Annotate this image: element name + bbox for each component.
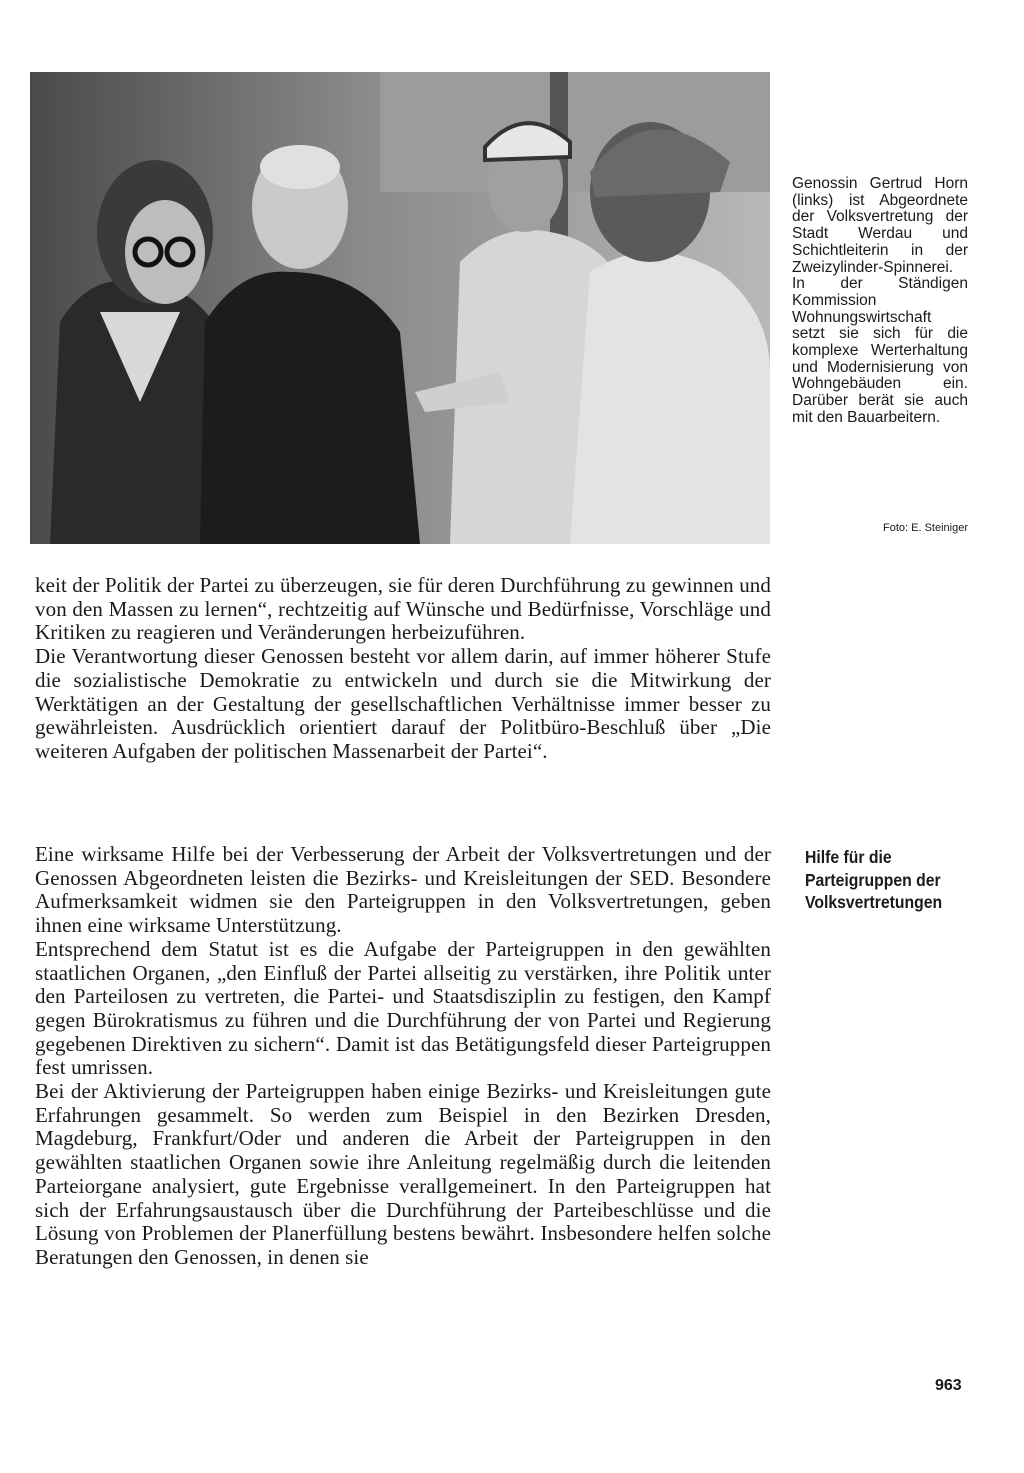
paragraph: keit der Politik der Partei zu überzeugen, sie für deren Durchführung zu gewinnen und von den Massen zu lernen“, rechtzeitig auf Wünsche und Bedürfnisse, Vorschläge und Kritiken zu reagieren und Veränderungen herbeizuführen. bbox=[35, 573, 771, 645]
body-block-1 bbox=[35, 574, 771, 764]
side-heading-line: Volksvertretungen bbox=[805, 892, 943, 912]
caption-text: Genossin Gertrud Horn (links) ist Abgeordnete der Volksvertretung der Stadt Werdau und Schichtleiterin in der Zweizylinder-Spinnerei. In der Ständigen Kommission Wohnungswirtschaft setzt sie sich für die komplexe Werterhaltung und Modernisierung von Wohngebäuden ein. Darüber berät sie auch mit den Bauarbeitern. bbox=[792, 175, 968, 426]
photograph bbox=[30, 72, 770, 544]
paragraph: Bei der Aktivierung der Parteigruppen haben einige Bezirks- und Kreisleitungen gute Erfahrungen gesammelt. So werden zum Beispiel in den Bezirken Dresden, Magdeburg, Frankfurt/Oder und anderen die Arbeit der Parteigruppen in den gewählten staatlichen Organen sowie ihre Anleitung regelmäßig durch die leitenden Parteiorgane analysiert, gute Ergebnisse verallgemeinert. In den Parteigruppen hat sich der Erfahrungsaustausch über die Durchführung der Parteibeschlüsse und die Lösung von Problemen der Planerfüllung bestens bewährt. Insbesondere helfen solche Beratungen den Genossen, in denen sie bbox=[35, 1079, 771, 1269]
paragraph: Entsprechend dem Statut ist es die Aufgabe der Parteigruppen in den gewählten staatlichen Organen, „den Einfluß der Partei allseitig zu verstärken, ihre Politik unter den Parteilosen zu vertreten, die Partei- und Staatsdisziplin zu festigen, den Kampf gegen Bürokratismus zu führen und die Durchführung der von Partei und Regierung gegebenen Direktiven zu sichern“. Damit ist das Betätigungsfeld dieser Parteigruppen fest umrissen. bbox=[35, 936, 771, 1080]
photo-credit: Foto: E. Steiniger bbox=[883, 522, 968, 534]
body-block-2 bbox=[35, 843, 771, 1270]
side-heading-line: Hilfe für die bbox=[805, 847, 892, 867]
side-heading bbox=[805, 846, 985, 914]
photo-caption bbox=[792, 176, 968, 427]
paragraph: Die Verantwortung dieser Genossen besteht vor allem darin, auf immer höherer Stufe die sozialistische Demokratie zu entwickeln und durch sie die Mitwirkung der Werktätigen an der Gestaltung der gesellschaftlichen Verhältnisse immer besser zu gewährleisten. Ausdrücklich orientiert darauf der Politbüro-Beschluß über „Die weiteren Aufgaben der politischen Massenarbeit der Partei“. bbox=[35, 644, 771, 763]
page-number: 963 bbox=[935, 1377, 962, 1394]
side-heading-line: Parteigruppen der bbox=[805, 869, 941, 890]
photo-icon bbox=[30, 72, 770, 544]
paragraph: Eine wirksame Hilfe bei der Verbesserung der Arbeit der Volksvertretungen und der Genossen Abgeordneten leisten die Bezirks- und Kreisleitungen der SED. Besondere Aufmerksamkeit widmen sie den Parteigruppen in den Volksvertretungen, geben ihnen eine wirksame Unterstützung. bbox=[35, 842, 771, 938]
